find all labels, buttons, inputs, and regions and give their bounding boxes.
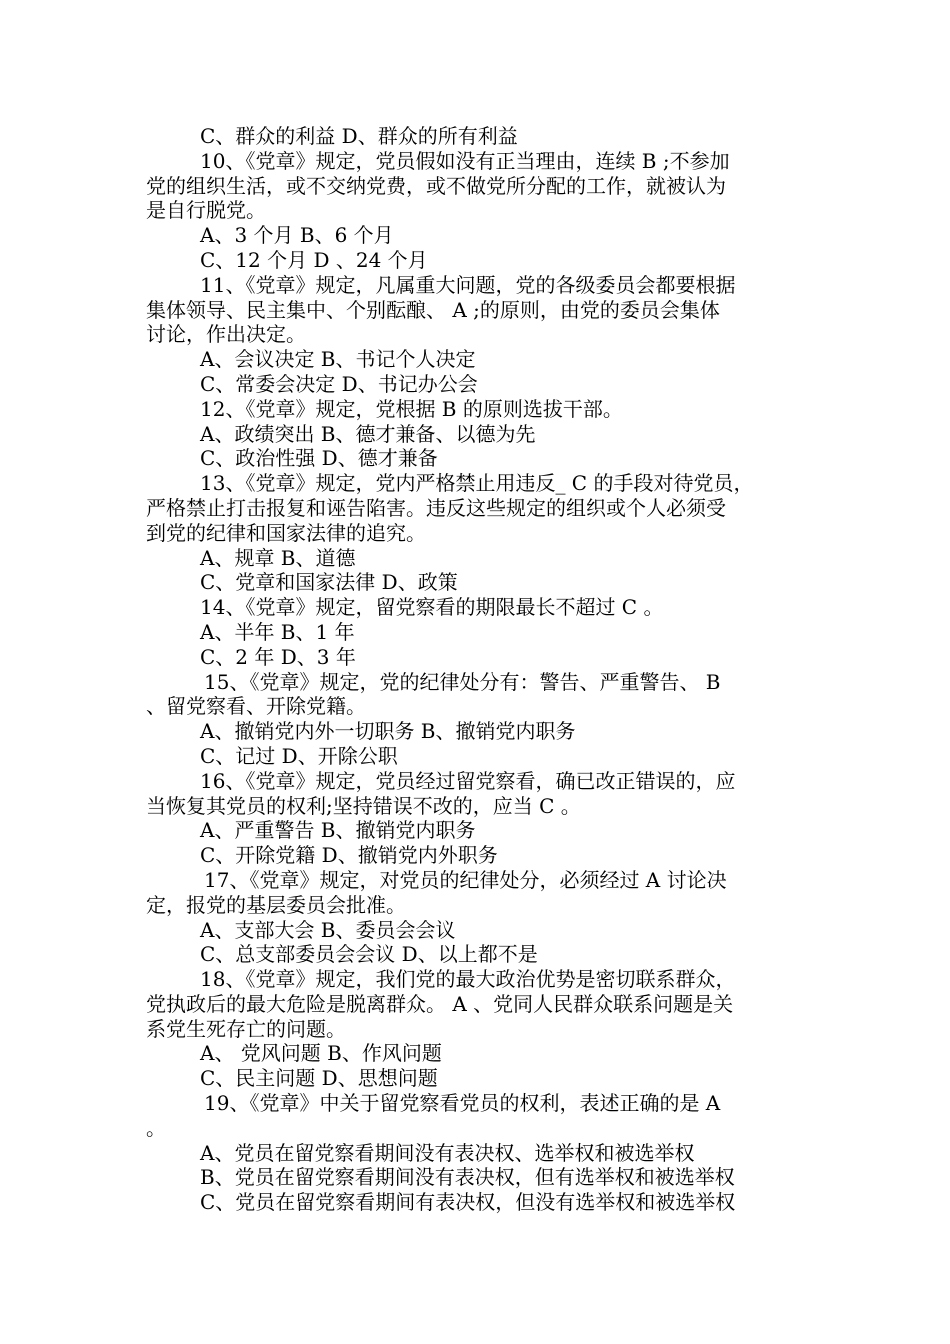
text-line: 集体领导、民主集中、个别酝酿、 A ;的原则，由党的委员会集体: [146, 297, 720, 322]
text-line: 13、《党章》规定，党内严格禁止用违反_ C 的手段对待党员，: [200, 471, 754, 496]
text-line: 15、《党章》规定，党的纪律处分有：警告、严重警告、 B: [204, 669, 721, 694]
text-line: 党执政后的最大危险是脱离群众。 A 、党同人民群众联系问题是关: [146, 991, 734, 1016]
text-line: C、12 个月 D 、24 个月: [200, 247, 428, 272]
text-line: 19、《党章》中关于留党察看党员的权利，表述正确的是 A: [204, 1091, 721, 1116]
text-line: 14、《党章》规定，留党察看的期限最长不超过 C 。: [200, 595, 664, 620]
text-line: 到党的纪律和国家法律的追究。: [146, 520, 426, 545]
text-line: 18、《党章》规定，我们党的最大政治优势是密切联系群众，: [200, 967, 736, 992]
text-line: C、群众的利益 D、群众的所有利益: [200, 124, 518, 148]
text-line: C、开除党籍 D、撤销党内外职务: [200, 843, 498, 868]
text-line: C、党员在留党察看期间有表决权，但没有选举权和被选举权: [200, 1190, 736, 1215]
text-line: 10、《党章》规定，党员假如没有正当理由，连续 B ;不参加: [200, 148, 730, 173]
text-line: 讨论，作出决定。: [146, 322, 306, 347]
text-line: A、政绩突出 B、德才兼备、以德为先: [200, 421, 536, 446]
text-line: A、半年 B、1 年: [200, 619, 355, 644]
text-line: A、 党风问题 B、作风问题: [200, 1041, 442, 1066]
text-line: 16、《党章》规定，党员经过留党察看，确已改正错误的，应: [200, 768, 736, 793]
text-line: A、会议决定 B、书记个人决定: [200, 347, 476, 372]
text-line: C、总支部委员会会议 D、以上都不是: [200, 942, 538, 967]
text-line: A、规章 B、道德: [200, 545, 356, 570]
text-line: C、常委会决定 D、书记办公会: [200, 371, 478, 396]
text-line: 系党生死存亡的问题。: [146, 1016, 346, 1041]
text-line: C、政治性强 D、德才兼备: [200, 446, 438, 471]
text-line: B、党员在留党察看期间没有表决权，但有选举权和被选举权: [200, 1165, 735, 1190]
text-line: 11、《党章》规定，凡属重大问题，党的各级委员会都要根据: [200, 272, 736, 297]
text-line: 12、《党章》规定，党根据 B 的原则选拔干部。: [200, 396, 623, 421]
text-line: A、严重警告 B、撤销党内职务: [200, 818, 476, 843]
document-body: [146, 124, 814, 1215]
text-line: C、党章和国家法律 D、政策: [200, 570, 458, 595]
text-line: 。: [146, 1115, 166, 1140]
text-line: 党的组织生活，或不交纳党费，或不做党所分配的工作，就被认为: [146, 173, 726, 198]
text-line: C、民主问题 D、思想问题: [200, 1066, 438, 1091]
text-line: A、撤销党内外一切职务 B、撤销党内职务: [200, 719, 576, 744]
text-line: 是自行脱党。: [146, 198, 266, 223]
text-line: 17、《党章》规定，对党员的纪律处分，必须经过 A 讨论决: [204, 867, 727, 892]
text-line: 当恢复其党员的权利;坚持错误不改的，应当 C 。: [146, 793, 581, 818]
text-line: C、记过 D、开除公职: [200, 743, 398, 768]
text-line: C、2 年 D、3 年: [200, 644, 356, 669]
text-line: 定，报党的基层委员会批准。: [146, 892, 406, 917]
text-line: A、3 个月 B、6 个月: [200, 223, 394, 248]
text-line: 、留党察看、开除党籍。: [146, 694, 366, 719]
text-line: A、支部大会 B、委员会会议: [200, 917, 456, 942]
text-line: A、党员在留党察看期间没有表决权、选举权和被选举权: [200, 1140, 695, 1165]
text-line: 严格禁止打击报复和诬告陷害。违反这些规定的组织或个人必须受: [146, 495, 726, 520]
